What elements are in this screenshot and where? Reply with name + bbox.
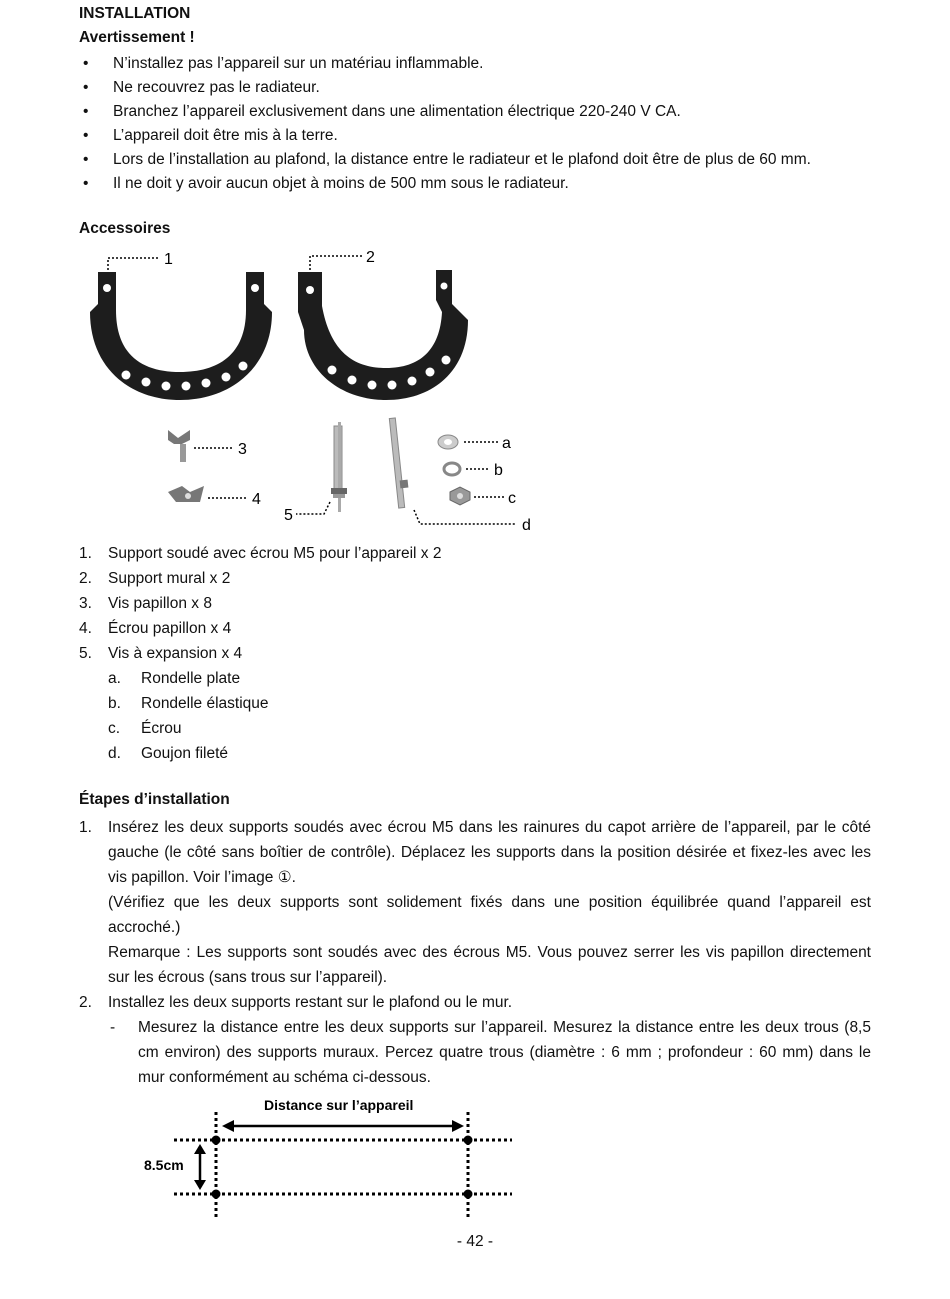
installation-steps [79,815,871,1090]
warning-item: • N’installez pas l’appareil sur un matériau inflammable. [79,52,879,76]
threaded-stud-image [389,418,408,508]
sub-list-item: a. Rondelle plate [108,670,241,687]
page-number: - 42 - [456,1233,494,1250]
page-title: INSTALLATION [79,5,191,22]
figure-label-4: 4 [252,491,261,508]
drill-hole-marker [464,1190,473,1199]
list-item: 2. Support mural x 2 [79,570,231,587]
wing-nut-image [168,486,204,502]
warning-item: • Ne recouvrez pas le radiateur. [79,76,879,100]
step-paragraph: Mesurez la distance entre les deux supports sur l’appareil. Mesurez la distance entre les deux trous (8,5 cm environ) des supports muraux. Percez quatre trous (diamètre : 6 mm ; profondeur : 60 mm) dans le mur conformément au schéma ci-dessous. [138,1019,871,1086]
welded-bracket-image [90,272,272,400]
wing-screw-image [168,430,190,462]
warning-item: • Il ne doit y avoir aucun objet à moins de 500 mm sous le radiateur. [79,172,879,196]
figure-label-b: b [494,462,503,479]
figure-label-c: c [508,490,516,507]
list-item: 3. Vis papillon x 8 [79,595,212,612]
wall-bracket-image [298,270,468,400]
flat-washer-image [438,435,458,449]
expansion-bolt-image [331,422,347,512]
diagram-distance-label: Distance sur l’appareil [264,1097,414,1113]
step-paragraph: Installez les deux supports restant sur le plafond ou le mur. [108,994,513,1011]
sub-list-item: c. Écrou [108,720,182,737]
accessories-list [79,541,779,766]
figure-label-1: 1 [164,251,173,268]
drilling-diagram [140,1092,520,1224]
warning-list [79,52,879,196]
list-item: 4. Écrou papillon x 4 [79,620,232,637]
list-item: 1. Support soudé avec écrou M5 pour l’appareil x 2 [79,545,442,562]
warning-item: • L’appareil doit être mis à la terre. [79,124,879,148]
figure-label-5: 5 [284,507,293,524]
sub-list-item: d. Goujon fileté [108,745,229,762]
warning-item: • Lors de l’installation au plafond, la distance entre le radiateur et le plafond doit être de plus de 60 mm. [79,148,879,172]
figure-label-a: a [502,435,511,452]
figure-label-2: 2 [366,249,375,266]
figure-label-d: d [522,517,531,534]
step-paragraph: (Vérifiez que les deux supports sont solidement fixés dans une position équilibrée quand l’appareil est accroché.) [108,894,871,936]
sub-list-item: b. Rondelle élastique [108,695,269,712]
warning-heading: Avertissement ! [79,29,195,46]
warning-item: • Branchez l’appareil exclusivement dans une alimentation électrique 220-240 V CA. [79,100,879,124]
accessories-illustration [80,240,550,540]
drill-hole-marker [464,1136,473,1145]
drill-hole-marker [212,1136,221,1145]
list-item: 5. Vis à expansion x 4 [79,645,243,662]
step-item: 1. Insérez les deux supports soudés avec écrou M5 dans les rainures du capot arrière de l’appareil, par le côté gauche (le côté sans boîtier de contrôle). Déplacez les supports dans la position désirée et fixez-les avec les vis papillon. Voir l’image ①. (Vérifiez que les deux supports sont solidement fixés dans une position équilibrée quand l’appareil est accroché.) Remarque : Les supports sont soudés avec des écrous M5. Vous pouvez serrer les vis papillon directement sur les écrous (sans trous sur l’appareil). [79,815,871,990]
diagram-spacing-label: 8.5cm [144,1157,184,1173]
step-paragraph: Insérez les deux supports soudés avec écrou M5 dans les rainures du capot arrière de l’appareil, par le côté gauche (le côté sans boîtier de contrôle). Déplacez les supports dans la position désirée et fixez-les avec les vis papillon. Voir l’image ①. [108,819,871,886]
accessories-heading: Accessoires [79,220,171,237]
spring-washer-image [444,463,460,475]
step-item: 2. Installez les deux supports restant sur le plafond ou le mur. - Mesurez la distance entre les deux supports sur l’appareil. Mesurez la distance entre les deux trous (8,5 cm environ) des supports muraux. Percez quatre trous (diamètre : 6 mm ; profondeur : 60 mm) dans le mur conformément au schéma ci-dessous. [79,990,871,1090]
dash-list-item: - Mesurez la distance entre les deux supports sur l’appareil. Mesurez la distance entre les deux trous (8,5 cm environ) des supports muraux. Percez quatre trous (diamètre : 6 mm ; profondeur : 60 mm) dans le mur conformément au schéma ci-dessous. [108,1015,871,1090]
figure-label-3: 3 [238,441,247,458]
drill-hole-marker [212,1190,221,1199]
step-note: Remarque : Les supports sont soudés avec des écrous M5. Vous pouvez serrer les vis papillon directement sur les écrous (sans trous sur l’appareil). [108,944,871,986]
steps-heading: Étapes d’installation [79,791,230,808]
hex-nut-image [450,487,470,505]
